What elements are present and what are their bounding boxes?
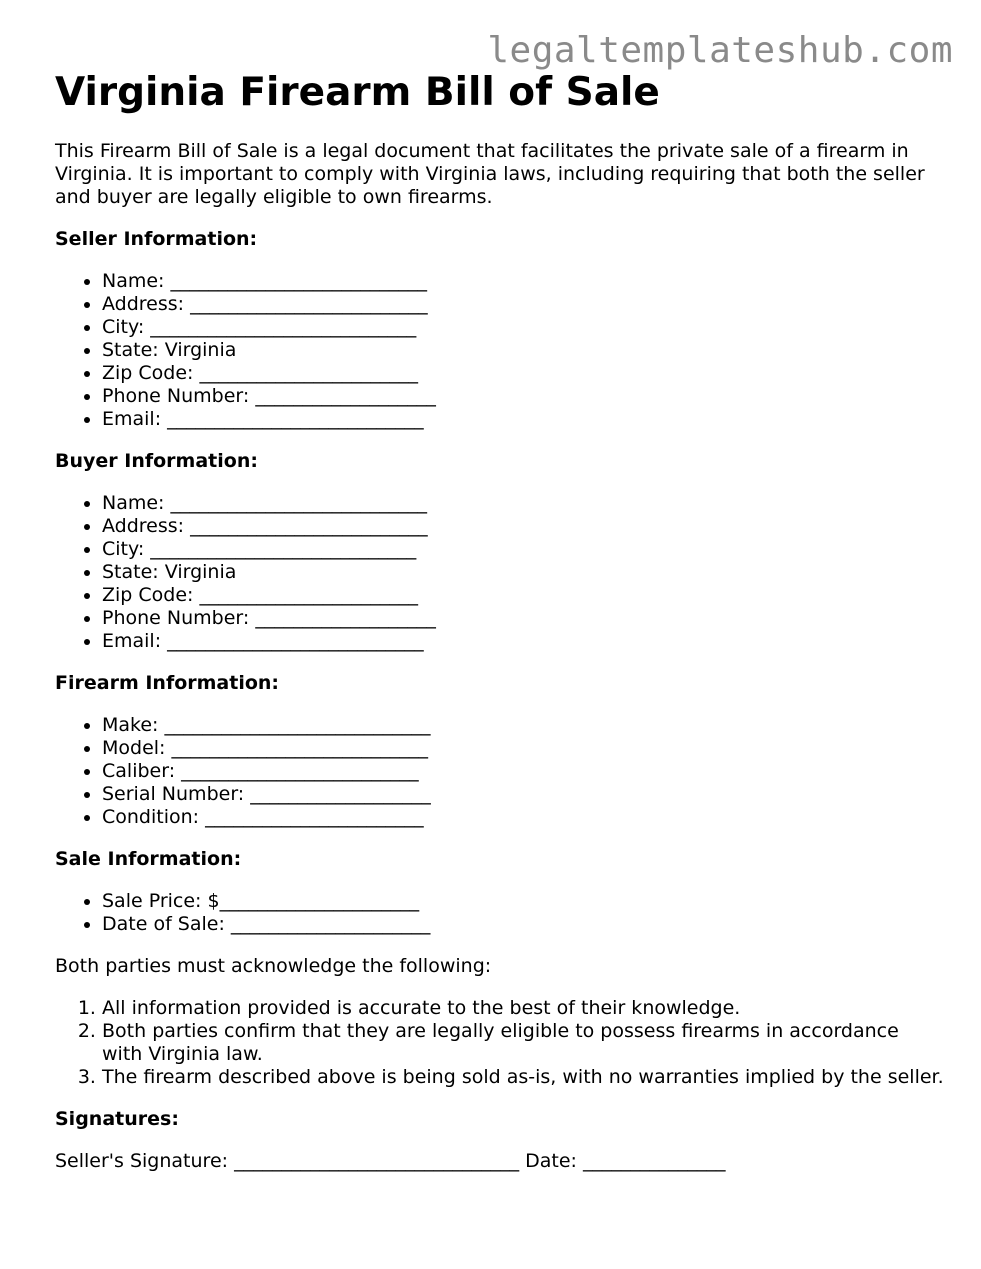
buyer-list <box>102 492 945 653</box>
seller-signature-line: Seller's Signature: ______________________________ Date: _______________ <box>55 1150 726 1172</box>
firearm-condition-field: • Condition: _______________________ <box>102 806 945 829</box>
seller-name-field: • Name: ___________________________ <box>102 270 945 293</box>
buyer-state-field: • State: Virginia <box>102 561 945 584</box>
buyer-city-field: • City: ____________________________ <box>102 538 945 561</box>
firearm-model-field: • Model: ___________________________ <box>102 737 945 760</box>
buyer-name-field: • Name: ___________________________ <box>102 492 945 515</box>
buyer-heading: Buyer Information: <box>55 450 258 472</box>
buyer-zip-field: • Zip Code: _______________________ <box>102 584 945 607</box>
intro-paragraph: This Firearm Bill of Sale is a legal document that facilitates the private sale of a firearm in Virginia. It is important to comply with Virginia laws, including requiring that both the seller and buyer are legally eligible to own firearms. <box>55 140 925 208</box>
acknowledge-intro: Both parties must acknowledge the following: <box>55 955 492 977</box>
firearm-caliber-field: • Caliber: _________________________ <box>102 760 945 783</box>
seller-email-field: • Email: ___________________________ <box>102 408 945 431</box>
seller-phone-field: • Phone Number: ___________________ <box>102 385 945 408</box>
firearm-serial-field: • Serial Number: ___________________ <box>102 783 945 806</box>
seller-heading: Seller Information: <box>55 228 258 250</box>
seller-address-field: • Address: _________________________ <box>102 293 945 316</box>
firearm-heading: Firearm Information: <box>55 672 280 694</box>
seller-state-field: • State: Virginia <box>102 339 945 362</box>
sale-price-field: • Sale Price: $_____________________ <box>102 890 945 913</box>
firearm-make-field: • Make: ____________________________ <box>102 714 945 737</box>
acknowledge-list <box>102 997 945 1089</box>
acknowledge-item: 3. The firearm described above is being sold as-is, with no warranties implied by the seller. <box>102 1066 945 1089</box>
buyer-phone-field: • Phone Number: ___________________ <box>102 607 945 630</box>
seller-zip-field: • Zip Code: _______________________ <box>102 362 945 385</box>
buyer-email-field: • Email: ___________________________ <box>102 630 945 653</box>
seller-city-field: • City: ____________________________ <box>102 316 945 339</box>
seller-list <box>102 270 945 431</box>
sale-date-field: • Date of Sale: _____________________ <box>102 913 945 936</box>
page-title: Virginia Firearm Bill of Sale <box>55 70 660 115</box>
acknowledge-item: 1. All information provided is accurate to the best of their knowledge. <box>102 997 945 1020</box>
signatures-heading: Signatures: <box>55 1108 179 1130</box>
document-body <box>55 70 945 1173</box>
watermark: legaltemplateshub.com <box>487 30 953 71</box>
firearm-list <box>102 714 945 829</box>
acknowledge-item: 2. Both parties confirm that they are legally eligible to possess firearms in accordance with Virginia law. <box>102 1020 945 1066</box>
sale-heading: Sale Information: <box>55 848 242 870</box>
sale-list <box>102 890 945 936</box>
buyer-address-field: • Address: _________________________ <box>102 515 945 538</box>
